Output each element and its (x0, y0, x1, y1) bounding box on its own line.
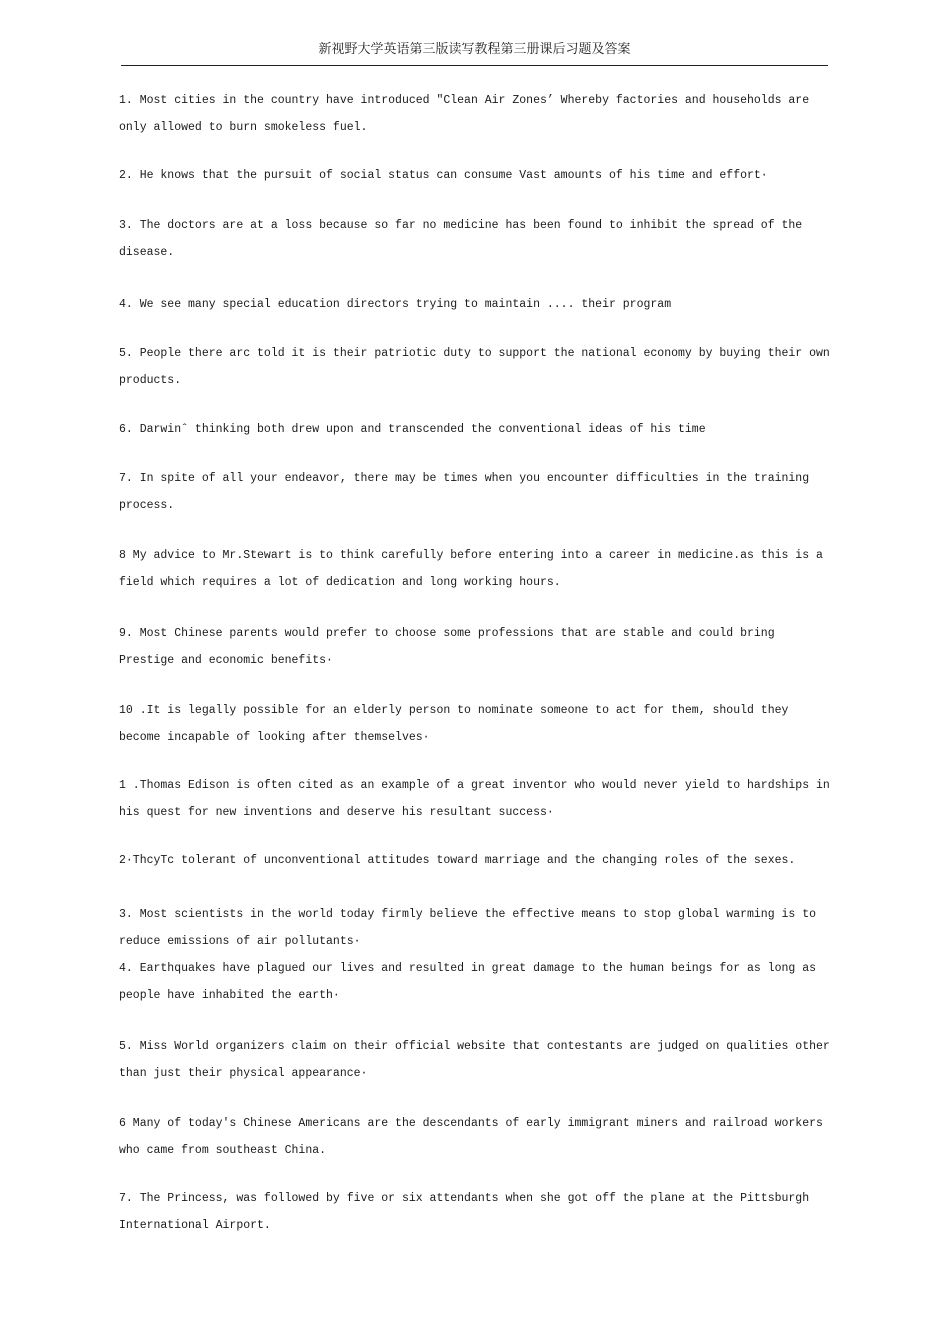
paragraph: 5. People there arc told it is their patriotic duty to support the national economy by buying their own products. (119, 347, 830, 387)
paragraph: 9. Most Chinese parents would prefer to choose some professions that are stable and could bring Prestige and economic benefits· (119, 627, 775, 667)
paragraph: 7. In spite of all your endeavor, there may be times when you encounter difficulties in the training process. (119, 472, 810, 512)
paragraph: 2. He knows that the pursuit of social status can consume Vast amounts of his time and effort· (119, 169, 768, 182)
paragraph: 7. The Princess, was followed by five or six attendants when she got off the plane at the Pittsburgh International Airport. (119, 1192, 810, 1232)
page-header (121, 40, 828, 66)
paragraph: 3. Most scientists in the world today firmly believe the effective means to stop global warming is to reduce emissions of air pollutants· (119, 908, 817, 948)
paragraph: 3. The doctors are at a loss because so far no medicine has been found to inhibit the spread of the disease. (119, 219, 803, 259)
paragraph: 1. Most cities in the country have introduced "Clean Air Zones’ Whereby factories and households are only allowed to burn smokeless fuel. (119, 94, 810, 134)
page-title: 新视野大学英语第三版读写教程第三册课后习题及答案 (318, 42, 631, 57)
paragraph: 10 .It is legally possible for an elderly person to nominate someone to act for them, should they become incapable of looking after themselves· (119, 704, 789, 744)
paragraph: 1 .Thomas Edison is often cited as an example of a great inventor who would never yield to hardships in his quest for new inventions and deserve his resultant success· (119, 779, 830, 819)
paragraph: 2·ThcyTc tolerant of unconventional attitudes toward marriage and the changing roles of the sexes. (119, 854, 796, 867)
paragraph: 6. Darwinˆ thinking both drew upon and transcended the conventional ideas of his time (119, 423, 706, 436)
paragraph: 8 My advice to Mr.Stewart is to think carefully before entering into a career in medicine.as this is a field which requires a lot of dedication and long working hours. (119, 549, 823, 589)
paragraph: 5. Miss World organizers claim on their official website that contestants are judged on qualities other than just their physical appearance· (119, 1040, 830, 1080)
paragraph: 6 Many of today's Chinese Americans are the descendants of early immigrant miners and railroad workers who came from southeast China. (119, 1117, 823, 1157)
paragraph: 4. Earthquakes have plagued our lives and resulted in great damage to the human beings for as long as people have inhabited the earth· (119, 962, 817, 1002)
paragraph: 4. We see many special education directors trying to maintain .... their program (119, 298, 672, 311)
